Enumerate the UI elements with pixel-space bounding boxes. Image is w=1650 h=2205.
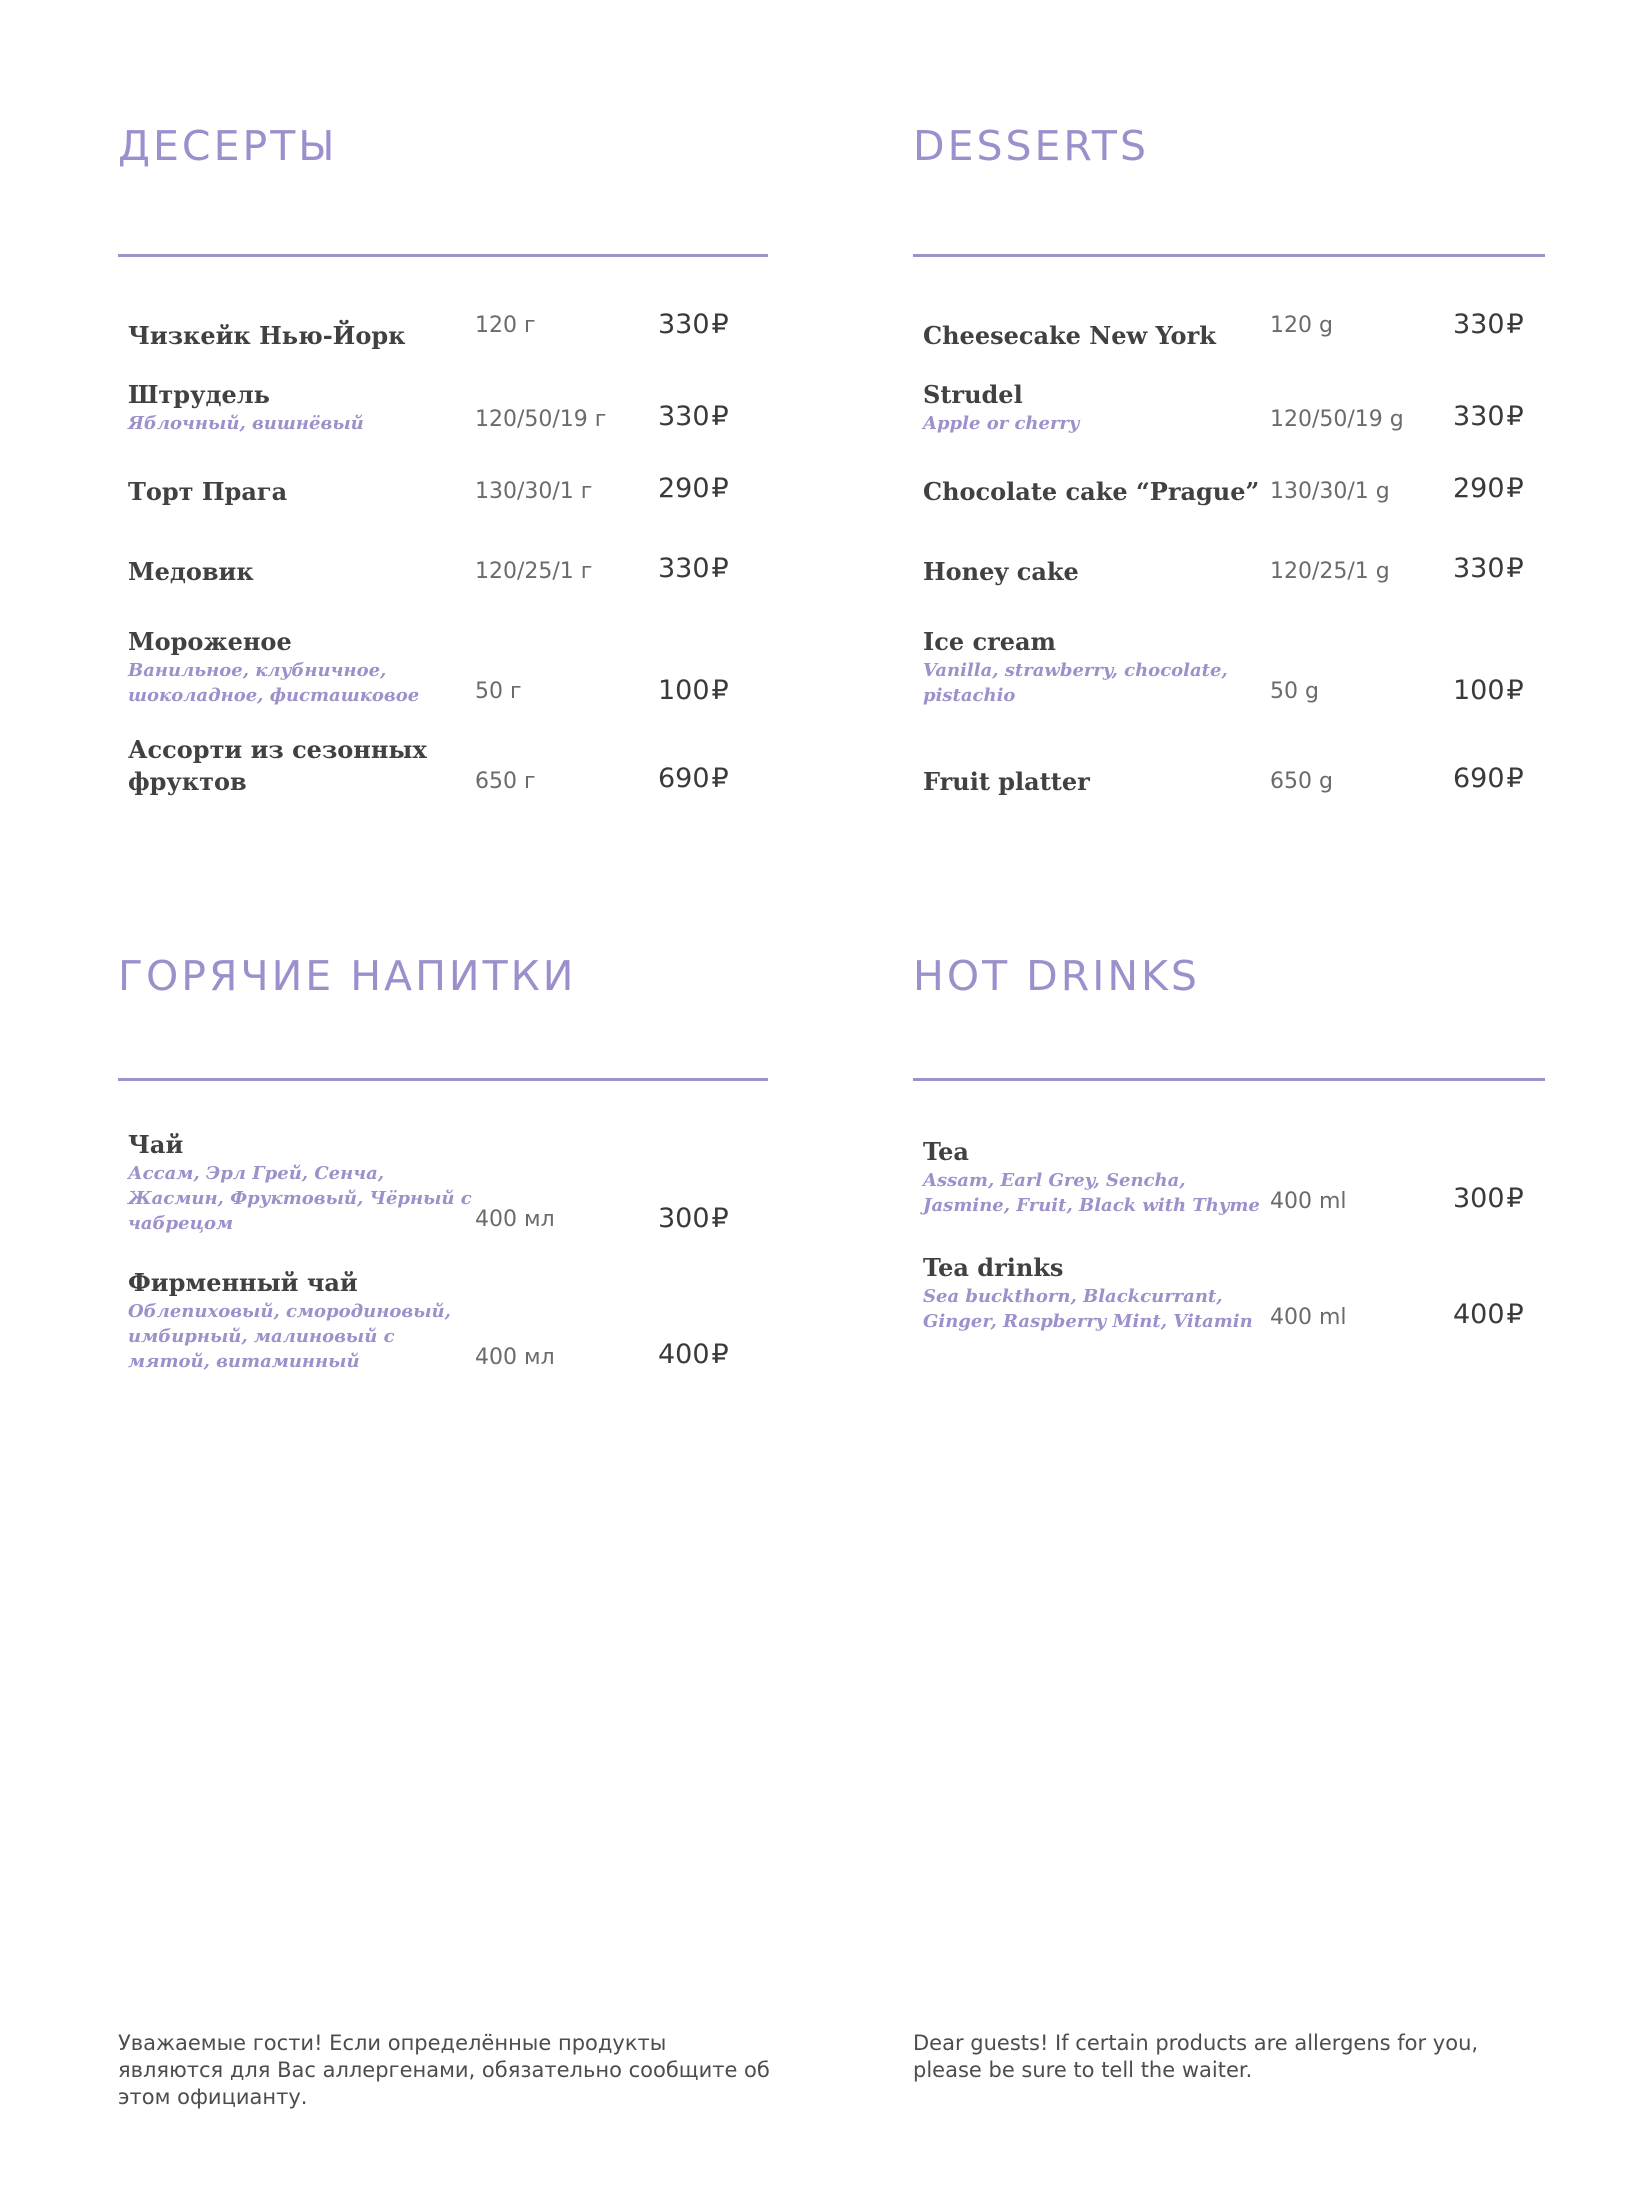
currency-symbol: ₽ <box>711 675 729 706</box>
menu-item <box>118 1108 768 1246</box>
currency-symbol: ₽ <box>1506 675 1524 706</box>
menu-list <box>913 296 1545 804</box>
item-description: Яблочный, вишнёвый <box>128 413 364 434</box>
menu-item <box>913 516 1545 596</box>
menu-item <box>913 596 1545 714</box>
item-description: Apple or cherry <box>923 413 1080 434</box>
item-price: 330₽ <box>1453 309 1524 340</box>
menu-item <box>118 596 768 714</box>
item-price: 290₽ <box>658 473 729 504</box>
section-divider <box>913 254 1545 257</box>
currency-symbol: ₽ <box>711 473 729 504</box>
item-weight: 120/25/1 г <box>475 559 593 584</box>
section-title: ГОРЯЧИЕ НАПИТКИ <box>118 952 577 1000</box>
currency-symbol: ₽ <box>1506 1299 1524 1330</box>
item-name: Чизкейк Нью-Йорк <box>128 321 406 350</box>
item-price: 300₽ <box>658 1203 729 1234</box>
currency-symbol: ₽ <box>1506 763 1524 794</box>
menu-item <box>118 444 768 516</box>
item-price: 400₽ <box>658 1339 729 1370</box>
item-name: Штрудель <box>128 380 270 409</box>
currency-symbol: ₽ <box>1506 401 1524 432</box>
item-name: Tea drinks <box>923 1253 1064 1282</box>
item-price: 330₽ <box>658 553 729 584</box>
item-name: Чай <box>128 1130 184 1159</box>
item-price: 290₽ <box>1453 473 1524 504</box>
item-name: Ice cream <box>923 627 1056 656</box>
currency-symbol: ₽ <box>1506 553 1524 584</box>
currency-symbol: ₽ <box>711 309 729 340</box>
item-price: 690₽ <box>1453 763 1524 794</box>
menu-item <box>118 516 768 596</box>
item-price: 690₽ <box>658 763 729 794</box>
section-divider <box>118 1078 768 1081</box>
menu-item <box>913 444 1545 516</box>
item-price: 300₽ <box>1453 1183 1524 1214</box>
item-description: Облепиховый, смородиновый, имбирный, малиновый с мятой, витаминный <box>128 1301 451 1372</box>
section-title: DESSERTS <box>913 122 1150 170</box>
currency-symbol: ₽ <box>1506 473 1524 504</box>
item-name: Cheesecake New York <box>923 321 1216 350</box>
item-description: Sea buckthorn, Blackcurrant, Ginger, Raspberry Mint, Vitamin <box>923 1286 1253 1332</box>
item-name: Honey cake <box>923 557 1079 586</box>
item-name: Tea <box>923 1137 969 1166</box>
item-weight: 650 g <box>1270 769 1333 794</box>
menu-item <box>913 296 1545 352</box>
item-name: Фирменный чай <box>128 1268 358 1297</box>
item-name: Strudel <box>923 380 1023 409</box>
item-weight: 650 г <box>475 769 536 794</box>
section-title: HOT DRINKS <box>913 952 1200 1000</box>
item-weight: 120/50/19 g <box>1270 407 1404 432</box>
item-description: Assam, Earl Grey, Sencha, Jasmine, Fruit, Black with Thyme <box>923 1170 1260 1216</box>
item-name: Ассорти из сезонных фруктов <box>128 735 427 796</box>
item-weight: 130/30/1 g <box>1270 479 1390 504</box>
menu-list <box>913 1112 1545 1344</box>
item-name: Chocolate cake “Prague” <box>923 477 1260 506</box>
item-price: 330₽ <box>1453 553 1524 584</box>
desserts-section-ru <box>118 118 768 796</box>
item-weight: 120 g <box>1270 313 1333 338</box>
currency-symbol: ₽ <box>711 763 729 794</box>
item-price: 100₽ <box>658 675 729 706</box>
currency-symbol: ₽ <box>711 1203 729 1234</box>
item-name: Мороженое <box>128 627 292 656</box>
desserts-section-en <box>913 118 1545 796</box>
item-price: 400₽ <box>1453 1299 1524 1330</box>
item-description: Ассам, Эрл Грей, Сенча, Жасмин, Фруктовый, Чёрный с чабрецом <box>128 1163 472 1234</box>
item-weight: 130/30/1 г <box>475 479 593 504</box>
section-divider <box>118 254 768 257</box>
item-weight: 50 g <box>1270 679 1319 704</box>
item-weight: 400 ml <box>1270 1305 1347 1330</box>
section-title: ДЕСЕРТЫ <box>118 122 338 170</box>
item-price: 100₽ <box>1453 675 1524 706</box>
menu-item <box>118 296 768 352</box>
item-price: 330₽ <box>658 401 729 432</box>
menu-item <box>913 714 1545 804</box>
menu-item <box>913 358 1545 444</box>
menu-item <box>118 714 768 804</box>
hot-drinks-section-ru <box>118 948 768 1372</box>
item-name: Торт Прага <box>128 477 288 506</box>
item-price: 330₽ <box>1453 401 1524 432</box>
currency-symbol: ₽ <box>1506 1183 1524 1214</box>
menu-list <box>118 1108 768 1378</box>
allergen-note-en: Dear guests! If certain products are allergens for you, please be sure to tell the waiter. <box>913 2031 1479 2082</box>
item-price: 330₽ <box>658 309 729 340</box>
currency-symbol: ₽ <box>711 553 729 584</box>
currency-symbol: ₽ <box>711 401 729 432</box>
item-description: Ванильное, клубничное, шоколадное, фисташковое <box>128 660 420 706</box>
item-name: Fruit platter <box>923 767 1090 796</box>
item-weight: 120/50/19 г <box>475 407 607 432</box>
menu-item <box>118 358 768 444</box>
menu-item <box>118 1246 768 1378</box>
item-weight: 120 г <box>475 313 536 338</box>
currency-symbol: ₽ <box>1506 309 1524 340</box>
item-weight: 120/25/1 g <box>1270 559 1390 584</box>
item-weight: 400 ml <box>1270 1189 1347 1214</box>
item-description: Vanilla, strawberry, chocolate, pistachio <box>923 660 1228 706</box>
currency-symbol: ₽ <box>711 1339 729 1370</box>
item-name: Медовик <box>128 557 254 586</box>
hot-drinks-section-en <box>913 948 1545 1332</box>
item-weight: 400 мл <box>475 1345 555 1370</box>
section-divider <box>913 1078 1545 1081</box>
menu-item <box>913 1112 1545 1228</box>
item-weight: 400 мл <box>475 1207 555 1232</box>
item-weight: 50 г <box>475 679 522 704</box>
menu-item <box>913 1228 1545 1344</box>
menu-list <box>118 296 768 804</box>
allergen-note-ru: Уважаемые гости! Если определённые продукты являются для Вас аллергенами, обязательно сообщите об этом официанту. <box>118 2031 770 2109</box>
